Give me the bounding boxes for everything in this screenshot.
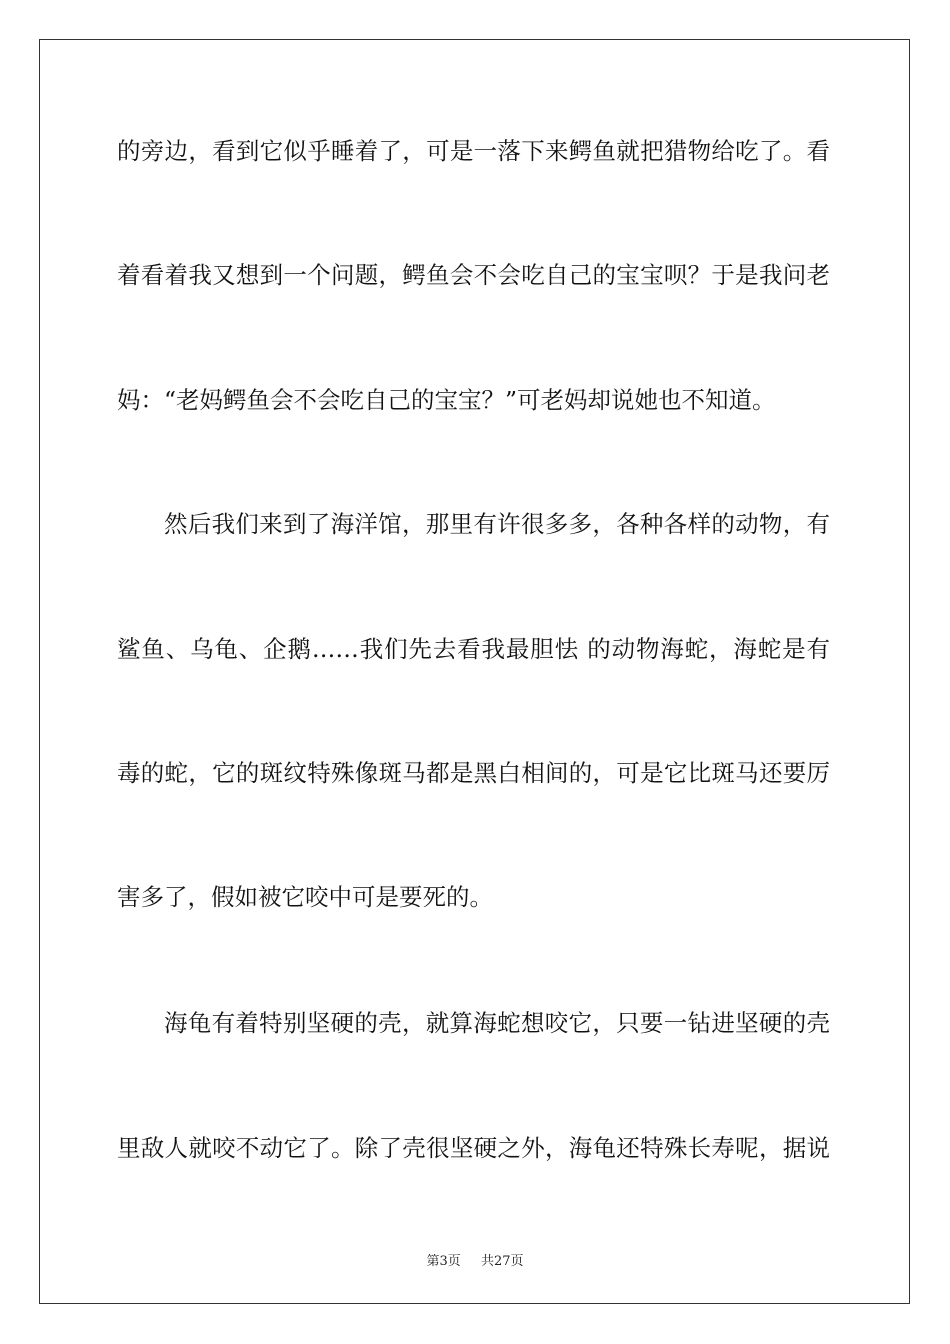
- text-line: 妈：“老妈鳄鱼会不会吃自己的宝宝？”可老妈却说她也不知道。: [117, 386, 776, 414]
- paragraph-start-line: 海龟有着特别坚硬的壳，就算海蛇想咬它，只要一钻进坚硬的壳: [164, 1009, 830, 1037]
- page-number: 第3页: [426, 1254, 461, 1269]
- text-line: 毒的蛇，它的斑纹特殊像斑马都是黑白相间的，可是它比斑马还要厉: [117, 759, 830, 787]
- page-footer: [0, 1250, 950, 1269]
- text-line: 害多了，假如被它咬中可是要死的。: [117, 883, 493, 911]
- text-line: 的旁边，看到它似乎睡着了，可是一落下来鳄鱼就把猎物给吃了。看: [117, 137, 830, 165]
- paragraph-start-line: 然后我们来到了海洋馆，那里有许很多多，各种各样的动物，有: [164, 510, 830, 538]
- text-line: 鲨鱼、乌龟、企鹅……我们先去看我最胆怯 的动物海蛇，海蛇是有: [117, 635, 830, 663]
- text-line: 着看着我又想到一个问题，鳄鱼会不会吃自己的宝宝呗？于是我问老: [117, 261, 830, 289]
- text-line: 里敌人就咬不动它了。除了壳很坚硬之外，海龟还特殊长寿呢，据说: [117, 1134, 830, 1162]
- page-border: [39, 39, 910, 1304]
- total-pages: 共27页: [480, 1254, 524, 1269]
